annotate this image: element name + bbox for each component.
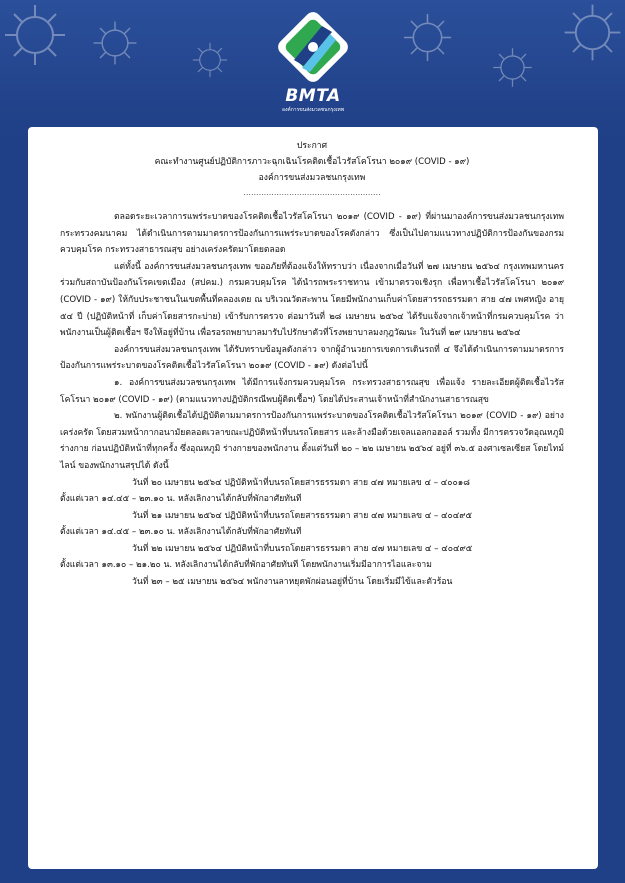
paragraph-actions-intro: องค์การขนส่งมวลชนกรุงเทพ ได้รับทราบข้อมูลดังกล่าว จากผู้อำนวยการเขตการเดินรถที่ ๔ จึงได้ดำเนินการตามมาตรการป้องกันการแพร่ระบาดของโรคติดเชื้อไวรัสโคโรนา ๒๐๑๙ (COVID - ๑๙) ดังต่อไปนี้ — [60, 344, 564, 372]
paragraph-action-1: ๑. องค์การขนส่งมวลชนกรุงเทพ ได้มีการแจ้งกรมควบคุมโรค กระทรวงสาธารณสุข เพื่อแจ้ง รายละเอียดผู้ติดเชื้อไวรัสโคโรนา ๒๐๑๙ (COVID - ๑๙) (ตามแนวทางปฏิบัติกรณีพบผู้ติดเชื้อฯ) โดยได้ประสานเจ้าหน้าที่สำนักงานสาธารณสุข — [60, 377, 564, 405]
announcement-heading — [60, 138, 564, 186]
timeline-day-3: วันที่ ๒๒ เมษายน ๒๕๖๔ ปฏิบัติหน้าที่บนรถโดยสารธรรมดา สาย ๔๗ หมายเลข ๔ – ๔๐๔๙๕ — [132, 543, 473, 554]
virus-icon — [90, 18, 140, 68]
virus-icon — [560, 0, 625, 65]
virus-icon — [0, 0, 70, 70]
virus-icon — [490, 45, 535, 90]
timeline-day-1: วันที่ ๒๐ เมษายน ๒๕๖๔ ปฏิบัติหน้าที่บนรถโดยสารธรรมดา สาย ๔๗ หมายเลข ๔ – ๔๐๐๑๘ — [132, 477, 470, 488]
timeline-day-1-time: ตั้งแต่เวลา ๑๔.๔๕ – ๒๓.๑๐ น. หลังเลิกงานได้กลับที่พักอาศัยทันที — [60, 494, 302, 505]
paragraph-case-report: แต่ทั้งนี้ องค์การขนส่งมวลชนกรุงเทพ ขออภัยที่ต้องแจ้งให้ทราบว่า เนื่องจากเมื่อวันที่ ๒๗ เมษายน ๒๕๖๔ กรุงเทพมหานคร ร่วมกับสถาบันป้องกันโรคเขตเมือง (สปคม.) กรมควบคุมโรค ได้นำรถพระราชทาน เข้ามาตรวจเชิงรุก เพื่อหาเชื้อไวรัสโคโรนา ๒๐๑๙ (COVID - ๑๙) ให้กับประชาชนในเขตพื้นที่คลองเตย ณ บริเวณวัดสะพาน โดยมีพนักงานเก็บค่าโดยสารรถธรรมดา สาย ๔๗ เพศหญิง อายุ ๕๔ ปี (ปฏิบัติหน้าที่ เก็บค่าโดยสารกะบ่าย) เข้ารับการตรวจ ต่อมาวันที่ ๒๘ เมษายน ๒๕๖๔ ได้รับแจ้งจากเจ้าหน้าที่กรมควบคุมโรค ว่าพนักงานเป็นผู้ติดเชื้อฯ จึงให้อยู่ที่บ้าน เพื่อรอรถพยาบาลมารับไปรักษาตัวที่โรงพยาบาลมงกุฎวัฒนะ ในวันที่ ๒๙ เมษายน ๒๕๖๔ — [60, 261, 564, 339]
announcement-organization: องค์การขนส่งมวลชนกรุงเทพ — [258, 173, 366, 183]
logo-brand-text: BMTA — [285, 86, 341, 106]
announcement-title: ประกาศ — [296, 141, 328, 151]
announcement-content — [60, 138, 564, 591]
timeline-day-4: วันที่ ๒๓ – ๒๕ เมษายน ๒๕๖๔ พนักงานลาหยุดพักผ่อนอยู่ที่บ้าน โดยเริ่มมีไข้และตัวร้อน — [132, 577, 453, 588]
heading-divider: ...................................................... — [243, 188, 381, 197]
paragraph-intro: ตลอดระยะเวลาการแพร่ระบาดของโรคติดเชื้อไวรัสโคโรนา ๒๐๑๙ (COVID - ๑๙) ที่ผ่านมาองค์การขนส่งมวลชนกรุงเทพ กระทรวงคมนาคม ได้ดำเนินการตามมาตรการป้องกันการแพร่ระบาดของโรคดังกล่าว ซึ่งเป็นไปตามแนวทางปฏิบัติการป้องกันของกรมควบคุมโรค กระทรวงสาธารณสุข อย่างเคร่งครัดมาโดยตลอด — [60, 212, 564, 256]
virus-icon — [190, 40, 230, 80]
timeline-day-3-time: ตั้งแต่เวลา ๑๓.๑๐ – ๒๑.๒๐ น. หลังเลิกงานได้กลับที่พักอาศัยทันที โดยพนักงานเริ่มมีอาการไอและจาม — [60, 560, 432, 571]
timeline-day-2: วันที่ ๒๑ เมษายน ๒๕๖๔ ปฏิบัติหน้าที่บนรถโดยสารธรรมดา สาย ๔๗ หมายเลข ๔ – ๔๐๔๙๕ — [132, 510, 473, 521]
paragraph-action-2: ๒. พนักงานผู้ติดเชื้อได้ปฏิบัติตามมาตรการป้องกันการแพร่ระบาดของโรคติดเชื้อไวรัสโคโรนา ๒๐๑๙ (COVID - ๑๙) อย่างเคร่งครัด โดยสวมหน้ากากอนามัยตลอดเวลาขณะปฏิบัติหน้าที่บนรถโดยสาร และล้างมือด้วยเจลแอลกอฮอล์ รวมทั้ง มีการตรวจวัดอุณหภูมิร่างกาย ก่อนปฏิบัติหน้าที่ทุกครั้ง ซึ่งอุณหภูมิ ร่างกายของพนักงาน ตั้งแต่วันที่ ๒๐ – ๒๒ เมษายน ๒๕๖๔ อยู่ที่ ๓๖.๕ องศาเซลเซียส โดยไทม์ไลน์ ของพนักงานสรุปได้ ดังนี้ — [60, 411, 564, 471]
announcement-committee: คณะทำงานศูนย์ปฏิบัติการภาวะฉุกเฉินโรคติดเชื้อไวรัสโคโรนา ๒๐๑๙ (COVID - ๑๙) — [154, 157, 470, 167]
virus-icon — [400, 10, 455, 65]
logo-brand-subtext: องค์การขนส่งมวลชนกรุงเทพ — [281, 107, 345, 113]
timeline-day-2-time: ตั้งแต่เวลา ๑๔.๔๕ – ๒๓.๑๐ น. หลังเลิกงานได้กลับที่พักอาศัยทันที — [60, 527, 302, 538]
